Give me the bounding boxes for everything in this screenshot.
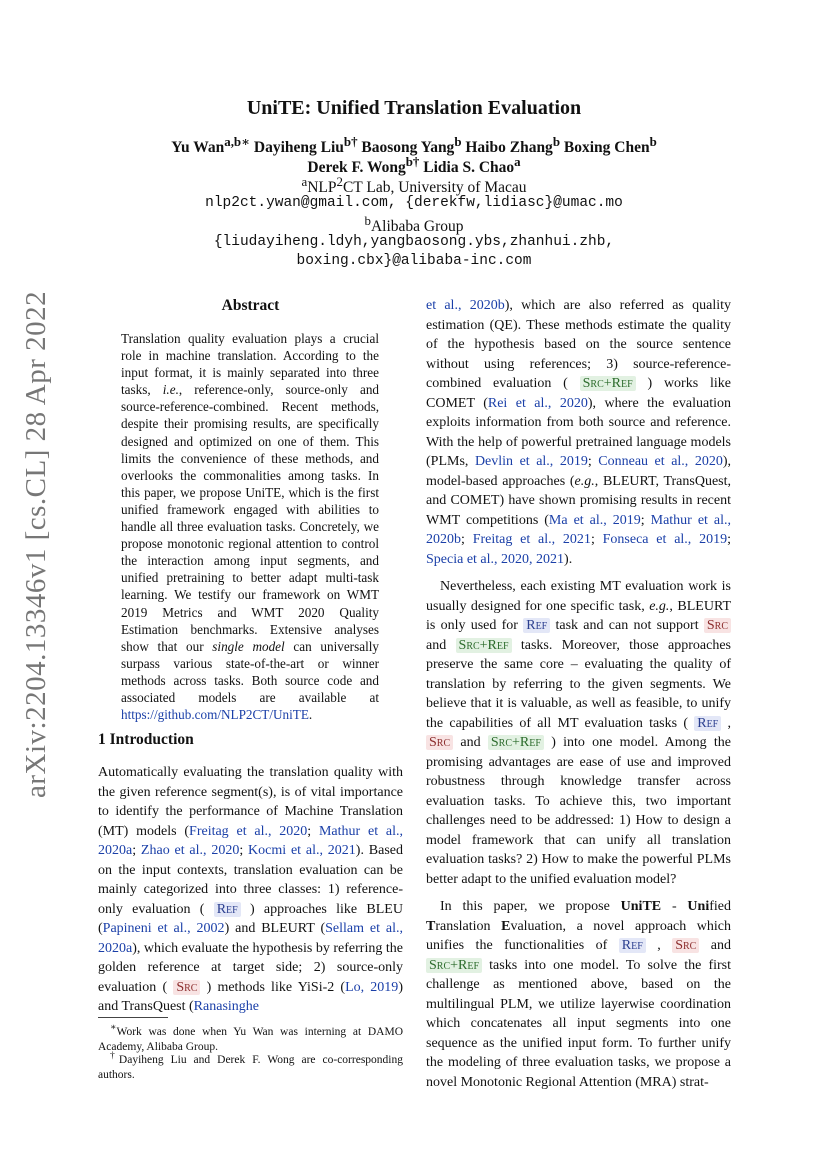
right-paragraph-2: Nevertheless, each existing MT evaluation work is usually designed for one specific task, e.g., BLEURT is only used for Ref task and can not support Src and Src+Ref tasks. Moreover, those approaches preserve the same core – evaluating the quality of translation by referring to the given segments. We believe that it is valuable, as well as feasible, to unify the capabilities of all MT evaluation tasks ( Ref , Src and Src+Ref ) into one model. Among the promising advantages are ease of use and improved robustness through knowledge transfer across evaluation tasks. To achieve this, two important challenges need to be addressed: 1) How to design a model framework that can unify all translation evaluation tasks? 2) How to make the powerful PLMs better adapt to the unified evaluation model?: [426, 579, 732, 887]
authors-line-2: Derek F. Wong$^{b\dagger}$ Lidia S. Chao$^a$: [307, 154, 521, 177]
email-alibaba-2: boxing.cbx}@alibaba-inc.com: [296, 253, 532, 269]
email-macau: nlp2ct.ywan@gmail.com, {derekfw,lidiasc}@umac.mo: [205, 195, 623, 211]
affiliation-alibaba: $^b$Alibaba Group: [364, 213, 464, 236]
right-paragraph-3: In this paper, we propose UniTE - Unified Translation Evaluation, a novel approach which unifies the functionalities of Ref , Src and Src+Ref tasks into one model. To solve the first challenge as mentioned above, based on the multilingual PLM, we utilize layerwise coordination which concatenates all input segments into one sequence as the unified input form. To further unify the modeling of three evaluation tasks, we propose a novel Monotonic Regional Attention (MRA) strat-: [426, 899, 731, 1090]
right-column: [426, 296, 731, 1092]
section-heading-introduction: 1 Introduction: [98, 731, 194, 748]
abstract-text: Translation quality evaluation plays a crucial role in machine translation. According to the input format, it is mainly separated into three tasks, i.e., reference-only, source-only and source-reference-combined. Recent methods, despite their promising results, are specifically designed and optimized on one of them. This limits the convenience of these methods, and overlooks the commonalities among tasks. In this paper, we propose UniTE, which is the first unified framework engaged with abilities to handle all three evaluation tasks. Concretely, we propose monotonic regional attention to control the interaction among input segments, and unified pretraining to better adapt multi-task learning. We testify our framework on WMT 2019 Metrics and WMT 2020 Quality Estimation benchmarks. Extensive analyses show that our single model can universally surpass various state-of-the-art or winner methods across tasks. Both source code and associated models are available at https://github.com/NLP2CT/UniTE.: [121, 331, 380, 723]
intro-column-left: [98, 763, 403, 1017]
paper-title: UniTE: Unified Translation Evaluation: [246, 97, 582, 119]
email-alibaba-1: {liudayiheng.ldyh,yangbaosong.ybs,zhanhui.zhb,: [213, 234, 615, 250]
footnote-1: ∗Work was done when Yu Wan was interning at DAMO Academy, Alibaba Group.: [98, 1022, 403, 1053]
footnote-divider: [98, 1017, 168, 1018]
affiliation-macau: $^a$NLP$^2$CT Lab, University of Macau: [301, 174, 527, 197]
authors-line-1: Yu Wan$^{a,b∗}$ Dayiheng Liu$^{b\dagger}$ Baosong Yang$^b$ Haibo Zhang$^b$ Boxing Chen$^b$: [171, 134, 657, 157]
right-paragraph-1: et al., 2020b), which are also referred as quality estimation (QE). These methods estimate the quality of the hypothesis based on the source sentence without using references; 3) source-reference-combined evaluation ( Src+Ref ) works like COMET (Rei et al., 2020), where the evaluation exploits information from both source and reference. With the help of powerful pretrained language models (PLMs, Devlin et al., 2019; Conneau et al., 2020), model-based approaches (e.g., BLEURT, TransQuest, and COMET) have shown promising results in recent WMT competitions (Ma et al., 2019; Mathur et al., 2020b; Freitag et al., 2021; Fonseca et al., 2019; Specia et al., 2020, 2021).: [426, 298, 732, 567]
intro-paragraph-1: Automatically evaluating the translation quality with the given reference segment(s), is of vital importance to identify the performance of Machine Translation (MT) models (Freitag et al., 2020; Mathur et al., 2020a; Zhao et al., 2020; Kocmi et al., 2021). Based on the input contexts, translation evaluation can be mainly categorized into three classes: 1) reference-only evaluation ( Ref ) approaches like BLEU (Papineni et al., 2002) and BLEURT (Sellam et al., 2020a), which evaluate the hypothesis by referring the golden reference at target side; 2) source-only evaluation ( Src ) methods like YiSi-2 (Lo, 2019) and TransQuest (Ranasinghe: [98, 765, 404, 1014]
abstract-heading: Abstract: [221, 297, 280, 314]
arxiv-identifier: arXiv:2204.13346v1 [cs.CL] 28 Apr 2022: [20, 290, 52, 798]
footnote-2: †Dayiheng Liu and Derek F. Wong are co-corresponding authors.: [98, 1050, 403, 1081]
abstract-body: [121, 330, 379, 723]
